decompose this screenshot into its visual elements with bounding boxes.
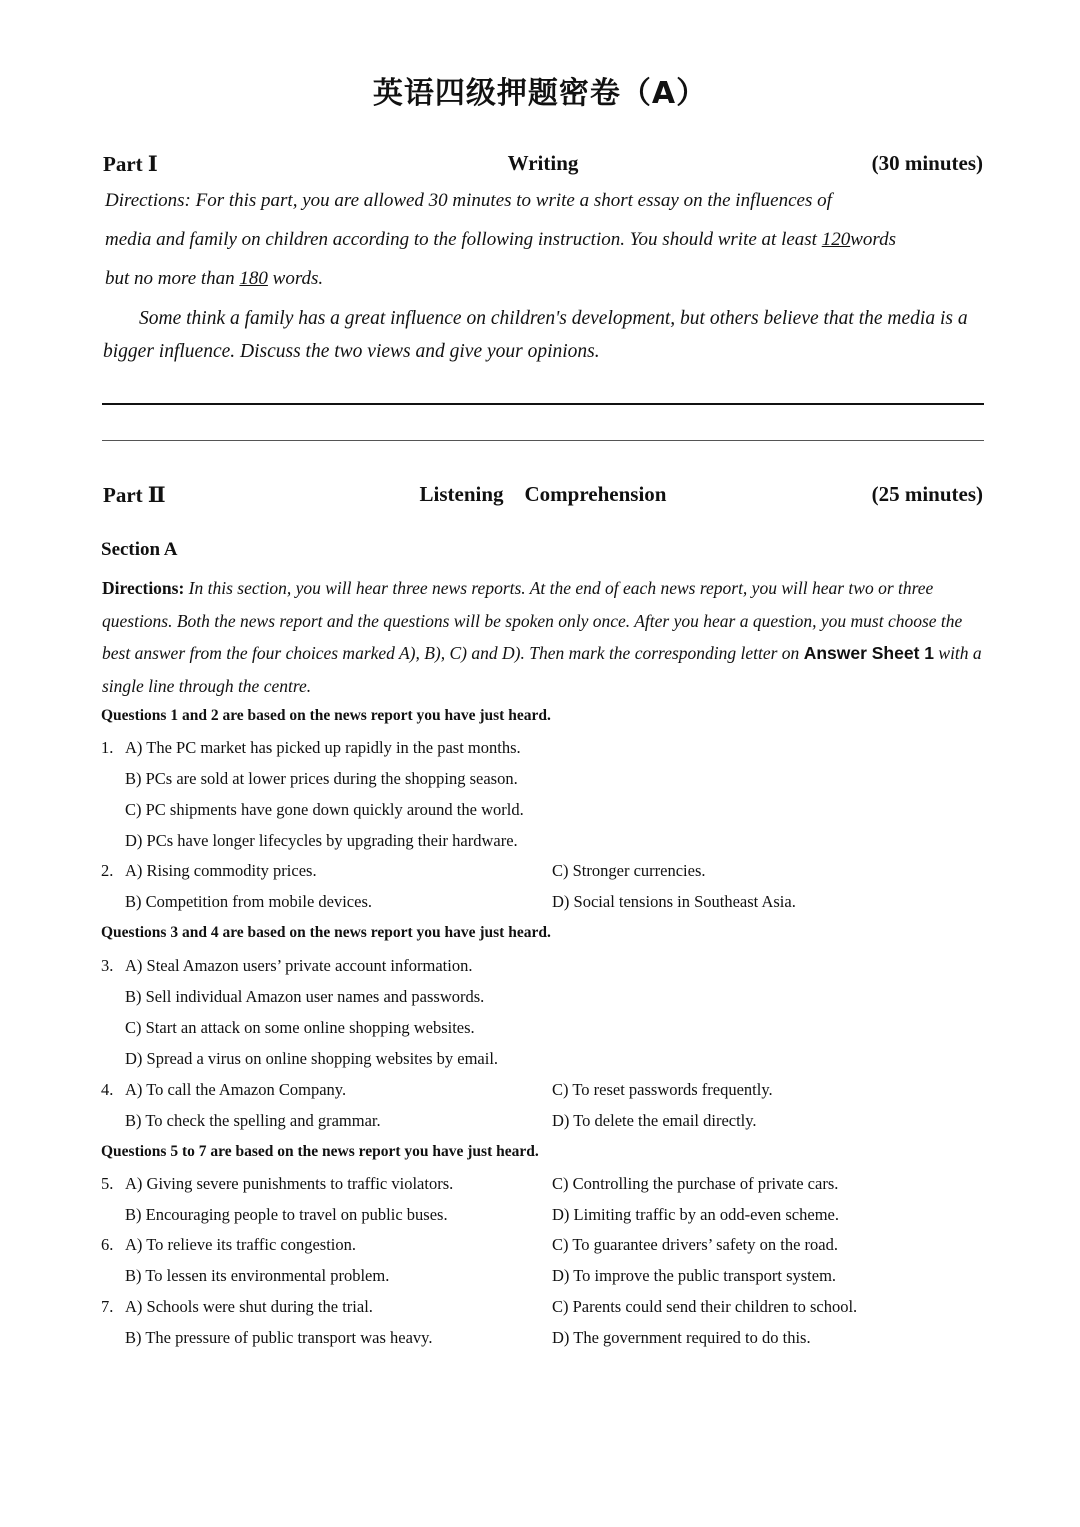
- question-number: 2.: [101, 861, 114, 880]
- question-group-heading: Questions 1 and 2 are based on the news report you have just heard.: [101, 707, 551, 724]
- directions-label: Directions:: [102, 578, 185, 598]
- option-a: A) The PC market has picked up rapidly in the past months.: [125, 738, 521, 757]
- option-d: D) Spread a virus on online shopping websites by email.: [125, 1049, 499, 1068]
- part1-directions: [105, 181, 1000, 298]
- option-c: C) Stronger currencies.: [552, 861, 706, 880]
- option-c: C) To reset passwords frequently.: [552, 1080, 773, 1099]
- option-b: B) Encouraging people to travel on public buses.: [125, 1205, 448, 1224]
- max-words: 180: [239, 268, 268, 289]
- option-d: D) To delete the email directly.: [552, 1111, 757, 1130]
- option-a: A) Steal Amazon users’ private account information.: [125, 956, 473, 975]
- option-d: D) To improve the public transport system.: [552, 1266, 837, 1285]
- option-a: A) Rising commodity prices.: [125, 861, 317, 880]
- part2-label: Part Ⅱ: [103, 483, 166, 507]
- option-c: C) To guarantee drivers’ safety on the road.: [552, 1235, 838, 1254]
- option-d: D) The government required to do this.: [552, 1328, 811, 1347]
- option-d: D) Limiting traffic by an odd-even scheme.: [552, 1205, 839, 1224]
- question-number: 5.: [101, 1174, 114, 1193]
- answer-sheet-label: Answer Sheet 1: [803, 643, 935, 664]
- option-c: C) PC shipments have gone down quickly around the world.: [125, 800, 524, 819]
- option-a: A) Schools were shut during the trial.: [125, 1297, 373, 1316]
- directions-text: media and family on children according to the following instruction. You should write at least: [105, 229, 822, 250]
- option-b: B) Sell individual Amazon user names and passwords.: [125, 987, 485, 1006]
- question-number: 3.: [101, 956, 114, 975]
- part1-directions-line3: [105, 259, 1000, 298]
- option-b: B) The pressure of public transport was heavy.: [125, 1328, 433, 1347]
- directions-text: with a single line through the centre.: [102, 643, 982, 696]
- option-d: D) PCs have longer lifecycles by upgrading their hardware.: [125, 831, 518, 850]
- words-text: words.: [267, 268, 324, 289]
- part2-time: (25 minutes): [871, 482, 983, 506]
- exam-title: 英语四级押题密卷（A）: [372, 76, 708, 111]
- question-group-heading: Questions 3 and 4 are based on the news report you have just heard.: [101, 924, 551, 941]
- question-number: 6.: [101, 1235, 114, 1254]
- question-group-heading: Questions 5 to 7 are based on the news report you have just heard.: [101, 1143, 539, 1160]
- directions-text: In this section, you will hear three news reports. At the end of each news report, you will hear two or three questions. Both the news report and the questions will be spoken only once. After you hear a question, you must choose the best answer from the four choices marked A), B), C) and D). Then mark the corresponding letter on: [102, 578, 963, 664]
- option-a: A) To relieve its traffic congestion.: [125, 1235, 356, 1254]
- option-a: A) To call the Amazon Company.: [125, 1080, 347, 1099]
- option-d: D) Social tensions in Southeast Asia.: [552, 892, 796, 911]
- section-a-heading: Section A: [101, 539, 178, 560]
- question-number: 1.: [101, 738, 114, 757]
- option-c: C) Start an attack on some online shopping websites.: [125, 1018, 475, 1037]
- part2-header: [103, 482, 983, 512]
- part1-directions-line2: [105, 220, 1000, 259]
- option-b: B) Competition from mobile devices.: [125, 892, 373, 911]
- part1-time: (30 minutes): [871, 151, 983, 175]
- option-b: B) To lessen its environmental problem.: [125, 1266, 390, 1285]
- option-a: A) Giving severe punishments to traffic violators.: [125, 1174, 454, 1193]
- option-b: B) To check the spelling and grammar.: [125, 1111, 381, 1130]
- divider-thin: [102, 440, 984, 441]
- option-c: C) Controlling the purchase of private cars.: [552, 1174, 839, 1193]
- divider-thick: [102, 403, 984, 405]
- part1-name: Writing: [507, 151, 579, 175]
- part2-name: Listening Comprehension: [419, 482, 667, 506]
- question-number: 4.: [101, 1080, 114, 1099]
- words-text: words: [850, 229, 896, 250]
- min-words: 120: [821, 229, 851, 250]
- writing-prompt: Some think a family has a great influence on children's development, but others believe that the media is a bigger influence. Discuss the two views and give your opinions.: [103, 308, 968, 362]
- part1-directions-line1: Directions: For this part, you are allowed 30 minutes to write a short essay on the influences of: [105, 190, 832, 211]
- part2-directions: [102, 572, 987, 702]
- part1-label: Part Ⅰ: [103, 152, 158, 176]
- question-number: 7.: [101, 1297, 114, 1316]
- directions-text: but no more than: [105, 268, 240, 289]
- option-c: C) Parents could send their children to school.: [552, 1297, 858, 1316]
- part1-header: [103, 151, 983, 181]
- option-b: B) PCs are sold at lower prices during the shopping season.: [125, 769, 518, 788]
